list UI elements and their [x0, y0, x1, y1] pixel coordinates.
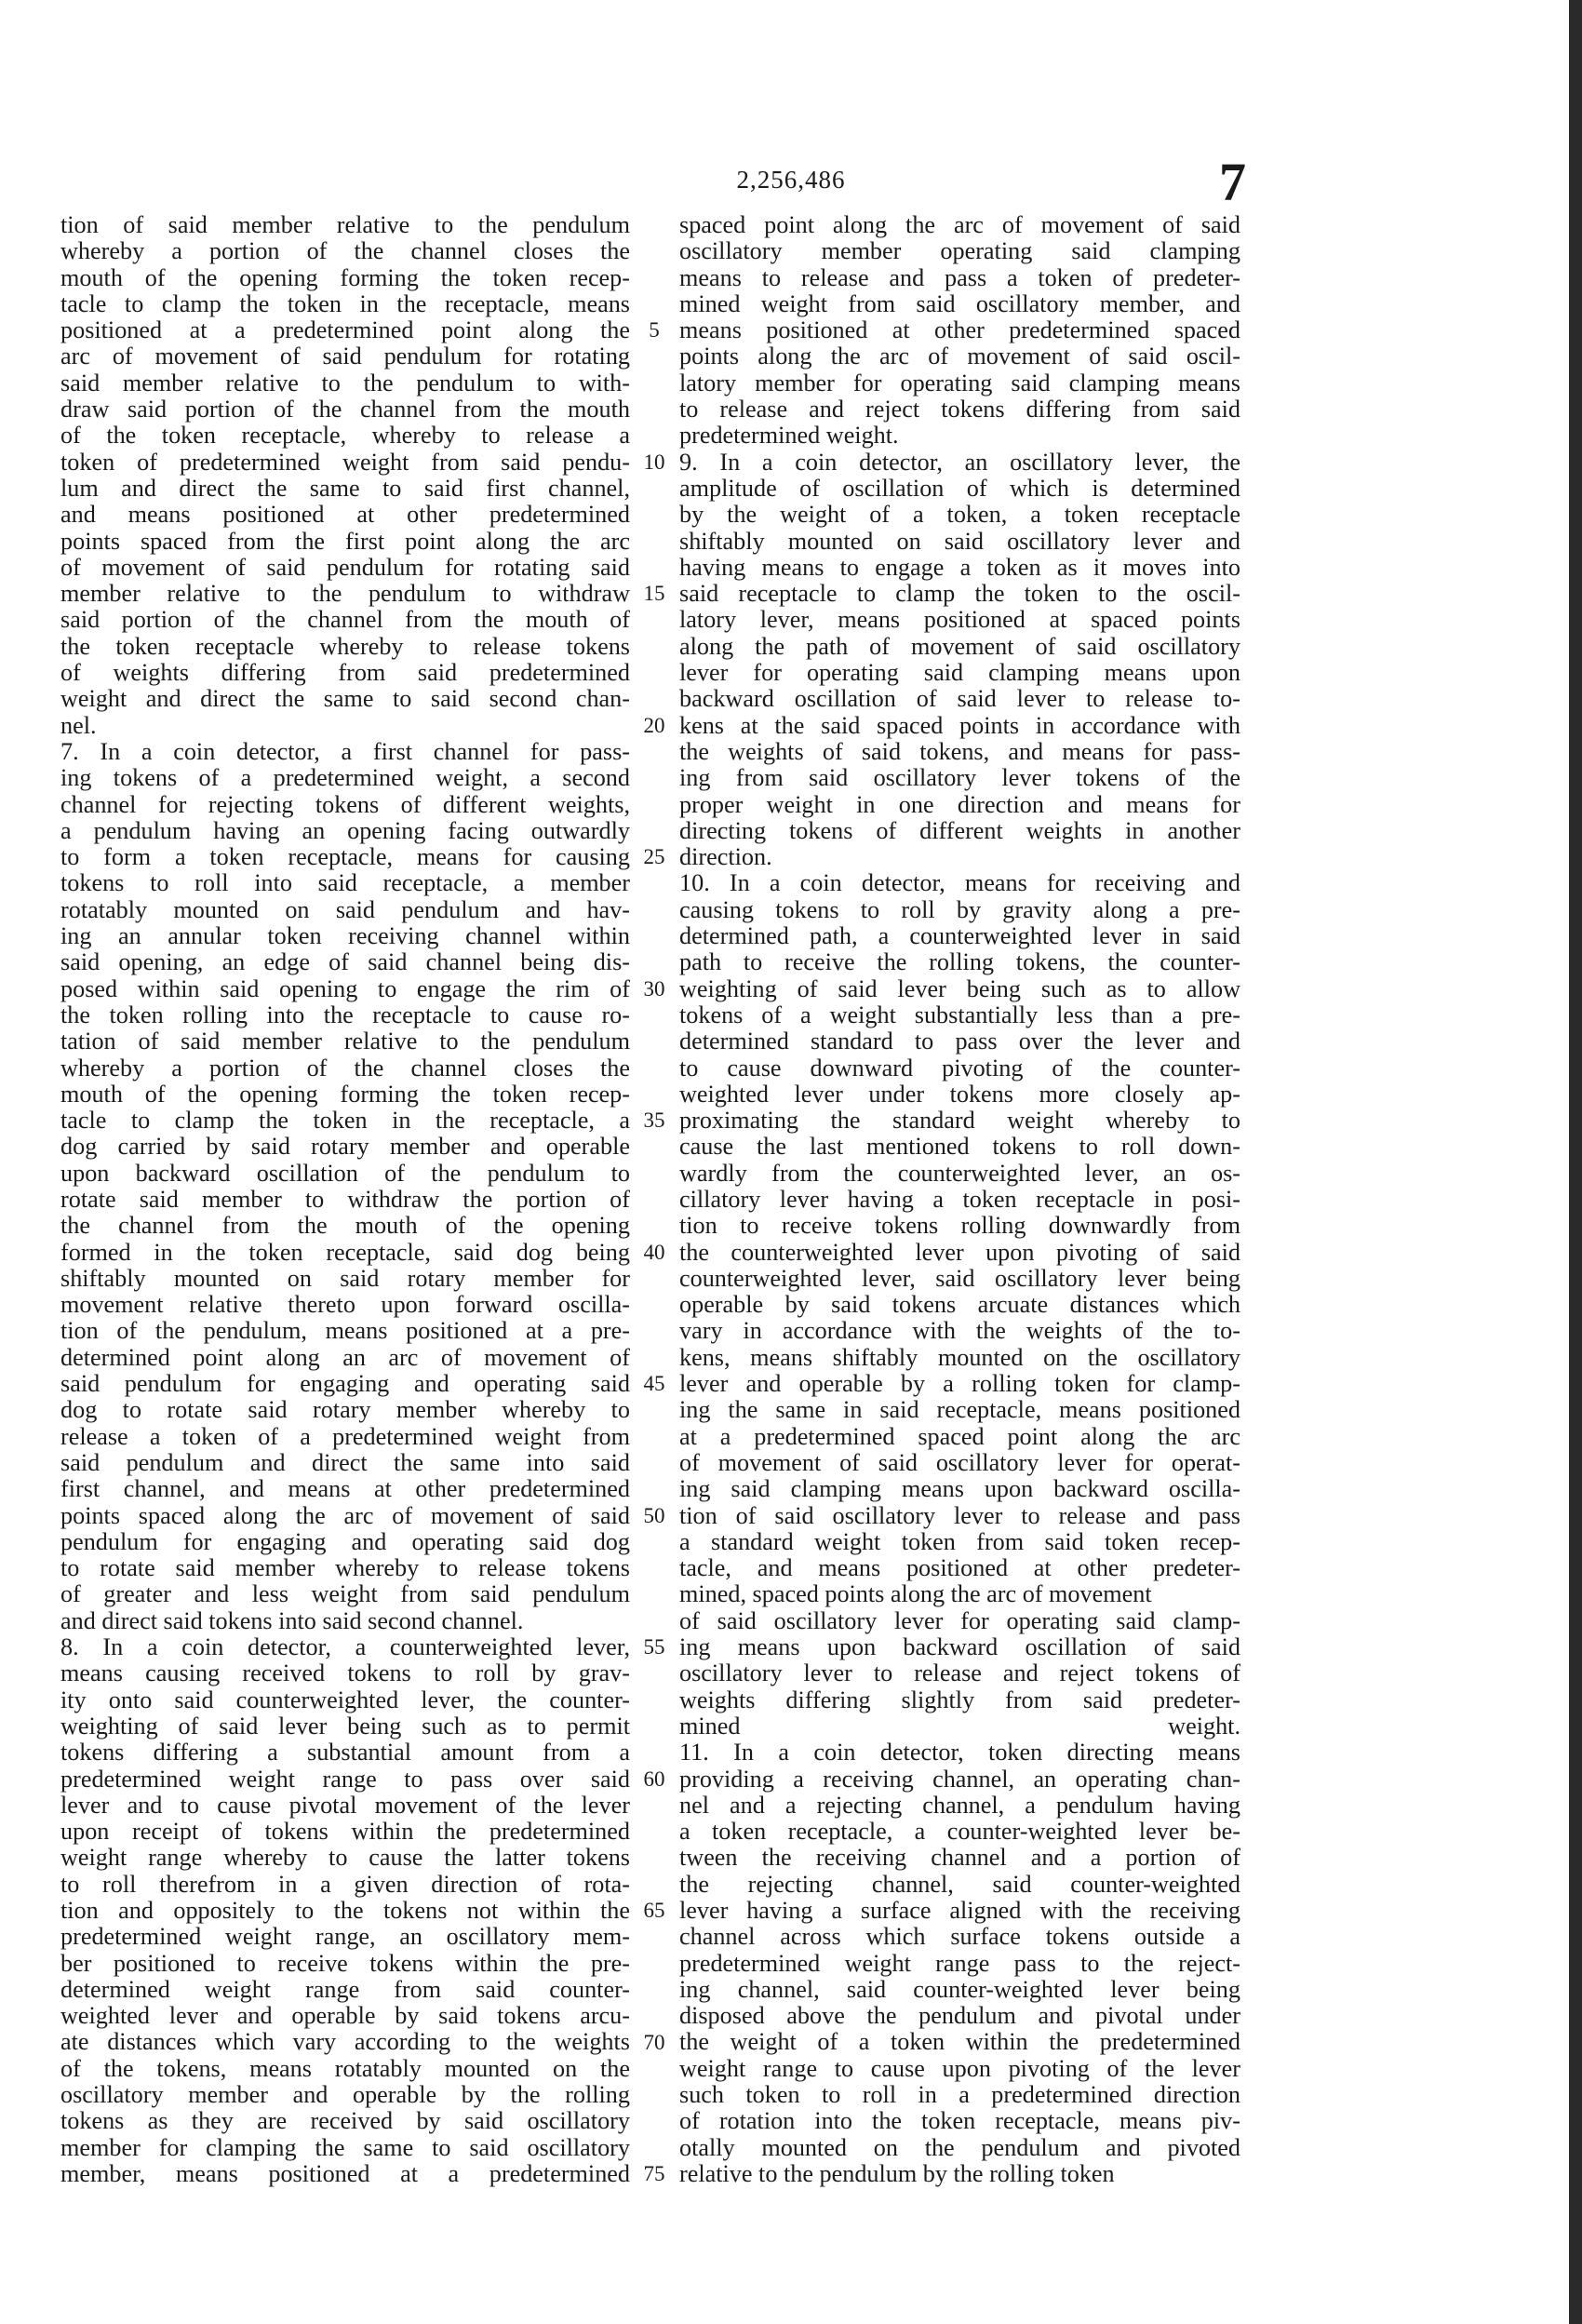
text-line: causing tokens to roll by gravity along a pre-	[679, 895, 1240, 923]
text-line: and direct said tokens into said second channel.	[60, 1606, 524, 1634]
text-line: a token receptacle, a counter-weighted lever be-	[679, 1818, 1240, 1846]
text-line: tokens of a weight substantially less than a pre-	[679, 1001, 1240, 1028]
text-line: cillatory lever having a token receptacle in posi-	[679, 1185, 1240, 1213]
text-line: to roll therefrom in a given direction of rota-	[60, 1870, 630, 1898]
text-line: ing from said oscillatory lever tokens of the	[679, 764, 1240, 792]
text-line: predetermined weight range pass to the reject-	[679, 1949, 1240, 1977]
line-number: 15	[643, 582, 665, 606]
text-line: channel for rejecting tokens of different weights,	[60, 790, 630, 818]
text-line: shiftably mounted on said rotary member for	[60, 1264, 630, 1292]
text-line: cause the last mentioned tokens to roll down-	[679, 1133, 1240, 1161]
text-line: means to release and pass a token of predeter-	[679, 263, 1240, 291]
text-line: dog carried by said rotary member and operable	[60, 1133, 630, 1161]
text-line: tion to receive tokens rolling downwardly from	[679, 1212, 1240, 1240]
line-number: 25	[643, 845, 665, 869]
text-line: path to receive the rolling tokens, the counter-	[679, 948, 1240, 976]
text-line: member relative to the pendulum to withdraw	[60, 580, 630, 608]
text-line: pendulum for engaging and operating said dog	[60, 1527, 630, 1555]
text-line: posed within said opening to engage the rim of	[60, 974, 630, 1002]
text-line: token of predetermined weight from said pendu-	[60, 448, 630, 476]
text-line: a pendulum having an opening facing outwardly	[60, 816, 630, 844]
text-line: determined weight range from said counter-	[60, 1975, 630, 2003]
text-line: 10. In a coin detector, means for receiving and	[679, 869, 1240, 897]
text-line: wardly from the counterweighted lever, an os-	[679, 1159, 1240, 1187]
text-line: oscillatory member operating said clamping	[679, 237, 1240, 265]
text-line: to release and reject tokens differing from said	[679, 396, 1240, 423]
text-line: backward oscillation of said lever to release to-	[679, 685, 1240, 713]
text-line: the rejecting channel, said counter-weighted	[679, 1870, 1240, 1898]
text-line: means positioned at other predetermined spaced	[679, 316, 1240, 344]
text-line: weights differing slightly from said predeter-	[679, 1686, 1240, 1713]
text-line: weighted lever under tokens more closely ap-	[679, 1080, 1240, 1108]
text-line: a standard weight token from said token recep-	[679, 1527, 1240, 1555]
left-column	[60, 212, 630, 2187]
text-line: mined, spaced points along the arc of movement	[679, 1580, 1152, 1608]
text-line: weighting of said lever being such as to permit	[60, 1712, 630, 1740]
line-number: 45	[643, 1372, 665, 1396]
text-line: ing means upon backward oscillation of said	[679, 1633, 1240, 1661]
scan-edge-bar	[1569, 0, 1582, 2324]
line-number: 60	[643, 1767, 665, 1791]
text-line: to form a token receptacle, means for causing	[60, 843, 630, 871]
text-line: upon backward oscillation of the pendulum to	[60, 1159, 630, 1187]
text-line: weight and direct the same to said second chan-	[60, 685, 630, 713]
text-line: having means to engage a token as it moves into	[679, 553, 1240, 581]
text-line: upon receipt of tokens within the predetermined	[60, 1818, 630, 1846]
text-line: of rotation into the token receptacle, means piv-	[679, 2107, 1240, 2135]
text-line: the token receptacle whereby to release tokens	[60, 632, 630, 660]
text-line: counterweighted lever, said oscillatory lever being	[679, 1264, 1240, 1292]
text-line: whereby a portion of the channel closes the	[60, 237, 630, 265]
text-line: predetermined weight range, an oscillatory mem-	[60, 1923, 630, 1951]
text-line: first channel, and means at other predetermined	[60, 1475, 630, 1503]
text-line: weighted lever and operable by said tokens arcu-	[60, 2002, 630, 2030]
text-line: 8. In a coin detector, a counterweighted lever,	[60, 1633, 630, 1661]
text-line: said portion of the channel from the mouth of	[60, 606, 630, 634]
text-line: along the path of movement of said oscillatory	[679, 632, 1240, 660]
text-line: nel and a rejecting channel, a pendulum having	[679, 1791, 1240, 1819]
text-line: and means positioned at other predetermined	[60, 501, 630, 529]
text-line: tokens differing a substantial amount from a	[60, 1739, 630, 1767]
text-line: predetermined weight range to pass over said	[60, 1765, 630, 1793]
text-line: spaced point along the arc of movement of said	[679, 211, 1240, 238]
text-line: movement relative thereto upon forward oscilla-	[60, 1291, 630, 1319]
text-line: tion of said oscillatory lever to release and pass	[679, 1501, 1240, 1529]
text-line: such token to roll in a predetermined direction	[679, 2081, 1240, 2109]
text-line: rotatably mounted on said pendulum and hav-	[60, 895, 630, 923]
text-line: said receptacle to clamp the token to the oscil-	[679, 580, 1240, 608]
text-line: ing the same in said receptacle, means positioned	[679, 1396, 1240, 1424]
text-line: shiftably mounted on said oscillatory lever and	[679, 527, 1240, 555]
text-line: oscillatory member and operable by the rolling	[60, 2081, 630, 2109]
text-line: positioned at a predetermined point along the	[60, 316, 630, 344]
text-line: tation of said member relative to the pendulum	[60, 1028, 630, 1055]
text-line: means causing received tokens to roll by grav-	[60, 1659, 630, 1687]
text-line: release a token of a predetermined weight from	[60, 1422, 630, 1450]
text-line: said pendulum for engaging and operating said	[60, 1370, 630, 1398]
line-number: 5	[649, 318, 660, 343]
text-line: member for clamping the same to said oscillatory	[60, 2133, 630, 2161]
text-line: said opening, an edge of said channel being dis-	[60, 948, 630, 976]
text-line: the weight of a token within the predetermined	[679, 2028, 1240, 2056]
text-line: of the tokens, means rotatably mounted on the	[60, 2054, 630, 2082]
text-line: weighting of said lever being such as to allow	[679, 974, 1240, 1002]
text-line: disposed above the pendulum and pivotal under	[679, 2002, 1240, 2030]
text-line: of weights differing from said predetermined	[60, 659, 630, 687]
text-line: tion and oppositely to the tokens not within the	[60, 1897, 630, 1924]
text-line: determined path, a counterweighted lever in said	[679, 922, 1240, 950]
right-column	[679, 212, 1240, 2187]
text-line: determined point along an arc of movement of	[60, 1343, 630, 1371]
text-line: lever and operable by a rolling token for clamp-	[679, 1370, 1240, 1398]
patent-number: 2,256,486	[736, 166, 846, 194]
text-line: mined weight.	[679, 1712, 1240, 1740]
text-line: ber positioned to receive tokens within the pre-	[60, 1949, 630, 1977]
text-line: formed in the token receptacle, said dog being	[60, 1238, 630, 1266]
line-number: 70	[643, 2030, 665, 2054]
text-line: at a predetermined spaced point along the arc	[679, 1422, 1240, 1450]
text-line: of greater and less weight from said pendulum	[60, 1580, 630, 1608]
text-line: tion of said member relative to the pendulum	[60, 211, 630, 238]
text-line: to cause downward pivoting of the counter-	[679, 1054, 1240, 1081]
text-line: by the weight of a token, a token receptacle	[679, 501, 1240, 529]
text-line: said member relative to the pendulum to with-	[60, 369, 630, 396]
line-number: 35	[643, 1108, 665, 1133]
text-line: proximating the standard weight whereby to	[679, 1107, 1240, 1135]
text-line: nel.	[60, 711, 97, 739]
text-line: draw said portion of the channel from the mouth	[60, 396, 630, 423]
text-line: kens at the said spaced points in accordance with	[679, 711, 1240, 739]
text-line: of movement of said pendulum for rotating said	[60, 553, 630, 581]
text-line: of movement of said oscillatory lever for operat-	[679, 1448, 1240, 1476]
text-line: of said oscillatory lever for operating said clamp-	[679, 1606, 1240, 1634]
line-number: 10	[643, 450, 665, 474]
text-line: operable by said tokens arcuate distances which	[679, 1291, 1240, 1319]
text-line: tacle to clamp the token in the receptacle, means	[60, 289, 630, 317]
page-number: 7	[1219, 152, 1246, 212]
text-line: ing said clamping means upon backward oscilla-	[679, 1475, 1240, 1503]
text-line: the weights of said tokens, and means for pass-	[679, 737, 1240, 765]
text-line: 9. In a coin detector, an oscillatory lever, the	[679, 448, 1240, 476]
text-line: points along the arc of movement of said oscil-	[679, 343, 1240, 370]
text-line: tween the receiving channel and a portion of	[679, 1844, 1240, 1872]
text-line: rotate said member to withdraw the portion of	[60, 1185, 630, 1213]
text-line: dog to rotate said rotary member whereby to	[60, 1396, 630, 1424]
text-line: ity onto said counterweighted lever, the counter-	[60, 1686, 630, 1713]
text-line: channel across which surface tokens outside a	[679, 1923, 1240, 1951]
text-line: 11. In a coin detector, token directing means	[679, 1739, 1240, 1767]
text-line: latory lever, means positioned at spaced points	[679, 606, 1240, 634]
text-line: points spaced from the first point along the arc	[60, 527, 630, 555]
text-line: member, means positioned at a predetermined	[60, 2159, 630, 2187]
text-line: lever for operating said clamping means upon	[679, 659, 1240, 687]
text-line: kens, means shiftably mounted on the oscillatory	[679, 1343, 1240, 1371]
text-line: oscillatory lever to release and reject tokens of	[679, 1659, 1240, 1687]
text-line: weight range to cause upon pivoting of the lever	[679, 2054, 1240, 2082]
text-line: ing channel, said counter-weighted lever being	[679, 1975, 1240, 2003]
text-line: points spaced along the arc of movement of said	[60, 1501, 630, 1529]
text-line: ate distances which vary according to the weights	[60, 2028, 630, 2056]
text-line: mouth of the opening forming the token recep-	[60, 263, 630, 291]
text-line: whereby a portion of the channel closes the	[60, 1054, 630, 1081]
text-line: the channel from the mouth of the opening	[60, 1212, 630, 1240]
line-number: 50	[643, 1503, 665, 1527]
text-line: tacle, and means positioned at other predeter-	[679, 1554, 1240, 1582]
text-line: tion of the pendulum, means positioned at a pre-	[60, 1317, 630, 1345]
line-number: 30	[643, 976, 665, 1001]
text-line: mined weight from said oscillatory member, and	[679, 289, 1240, 317]
line-number: 20	[643, 713, 665, 737]
text-line: proper weight in one direction and means for	[679, 790, 1240, 818]
text-line: ing tokens of a predetermined weight, a second	[60, 764, 630, 792]
text-line: directing tokens of different weights in another	[679, 816, 1240, 844]
text-line: said pendulum and direct the same into said	[60, 1448, 630, 1476]
text-line: ing an annular token receiving channel within	[60, 922, 630, 950]
text-line: lever and to cause pivotal movement of the lever	[60, 1791, 630, 1819]
text-line: lum and direct the same to said first channel,	[60, 474, 630, 502]
text-line: arc of movement of said pendulum for rotating	[60, 343, 630, 370]
text-line: direction.	[679, 843, 772, 871]
text-line: lever having a surface aligned with the receiving	[679, 1897, 1240, 1924]
text-line: of the token receptacle, whereby to release a	[60, 422, 630, 450]
line-number: 65	[643, 1899, 665, 1923]
text-line: determined standard to pass over the lever and	[679, 1028, 1240, 1055]
line-number: 40	[643, 1240, 665, 1264]
text-line: the counterweighted lever upon pivoting of said	[679, 1238, 1240, 1266]
text-line: amplitude of oscillation of which is determined	[679, 474, 1240, 502]
text-line: tokens to roll into said receptacle, a member	[60, 869, 630, 897]
text-line: to rotate said member whereby to release tokens	[60, 1554, 630, 1582]
text-line: weight range whereby to cause the latter tokens	[60, 1844, 630, 1872]
text-line: tacle to clamp the token in the receptacle, a	[60, 1107, 630, 1135]
line-number: 75	[643, 2162, 665, 2186]
text-line: vary in accordance with the weights of the to-	[679, 1317, 1240, 1345]
text-line: relative to the pendulum by the rolling token	[679, 2159, 1115, 2187]
text-line: mouth of the opening forming the token recep-	[60, 1080, 630, 1108]
text-line: latory member for operating said clamping means	[679, 369, 1240, 396]
line-number: 55	[643, 1635, 665, 1659]
text-line: the token rolling into the receptacle to cause ro-	[60, 1001, 630, 1028]
text-line: 7. In a coin detector, a first channel for pass-	[60, 737, 630, 765]
text-line: providing a receiving channel, an operating chan-	[679, 1765, 1240, 1793]
text-line: otally mounted on the pendulum and pivoted	[679, 2133, 1240, 2161]
text-line: tokens as they are received by said oscillatory	[60, 2107, 630, 2135]
text-line: predetermined weight.	[679, 422, 899, 450]
